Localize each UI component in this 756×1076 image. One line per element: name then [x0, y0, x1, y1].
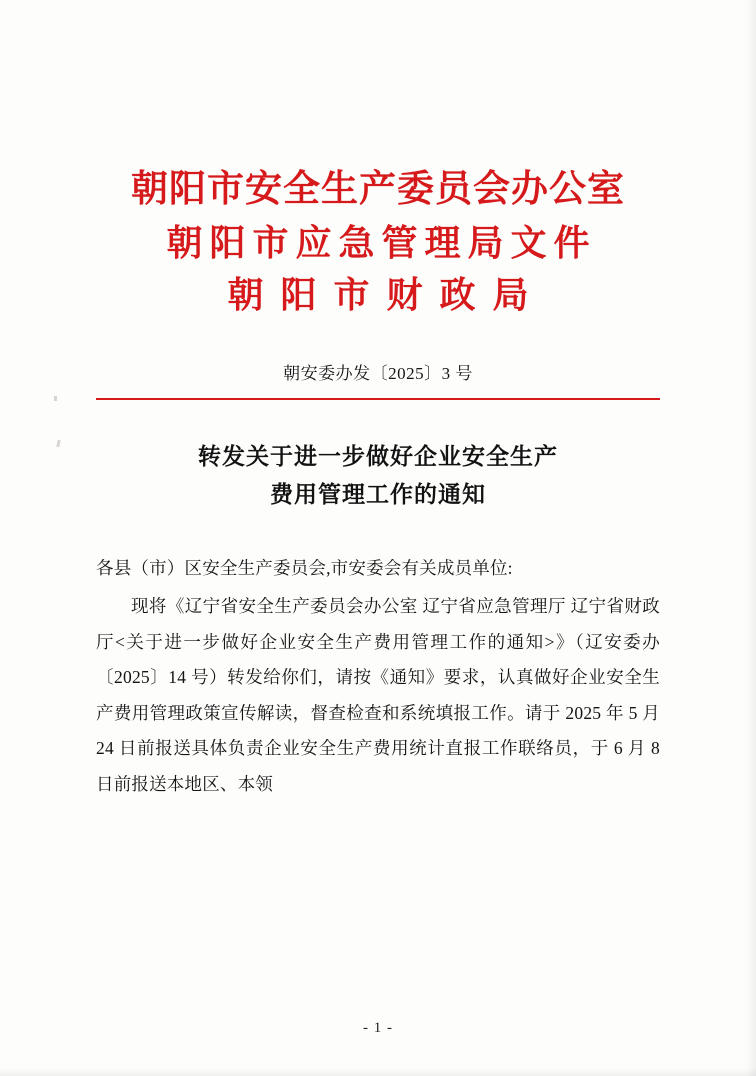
document-number: 朝安委办发〔2025〕3 号: [283, 363, 473, 383]
title-line-2: 费用管理工作的通知: [270, 481, 486, 507]
page-number: - 1 -: [363, 1020, 393, 1036]
body-paragraph-1: 现将《辽宁省安全生产委员会办公室 辽宁省应急管理厅 辽宁省财政厅<关于进一步做好企业安全生产费用管理工作的通知>》（辽安委办〔2025〕14 号）转发给你们，请按《通知》要求，认真做好企业安全生产费用管理政策宣传解读，督查检查和系统填报工作。请于 2025 年 5 月 24 日前报送具体负责企业安全生产费用统计直报工作联络员，于 6 月 8 日前报送本地区、本领: [96, 595, 660, 794]
scan-artifact-mark: [54, 396, 57, 401]
masthead-line-1: 朝阳市安全生产委员会办公室: [131, 169, 625, 210]
document-content: [96, 551, 660, 802]
page-edge-shadow: [746, 0, 756, 1076]
document-body: [96, 0, 660, 1076]
document-masthead: [96, 0, 660, 317]
page-bottom-shadow: [0, 1068, 756, 1076]
document-title: [96, 438, 660, 514]
masthead-line-2: 朝阳市应急管理局文件: [166, 222, 597, 263]
salutation-line: 各县（市）区安全生产委员会,市安委会有关成员单位:: [96, 558, 513, 579]
masthead-line-3: 朝阳市财政局: [227, 275, 546, 316]
red-divider-rule: [96, 398, 660, 400]
scan-artifact-mark: [56, 440, 60, 447]
title-line-1: 转发关于进一步做好企业安全生产: [198, 443, 558, 469]
